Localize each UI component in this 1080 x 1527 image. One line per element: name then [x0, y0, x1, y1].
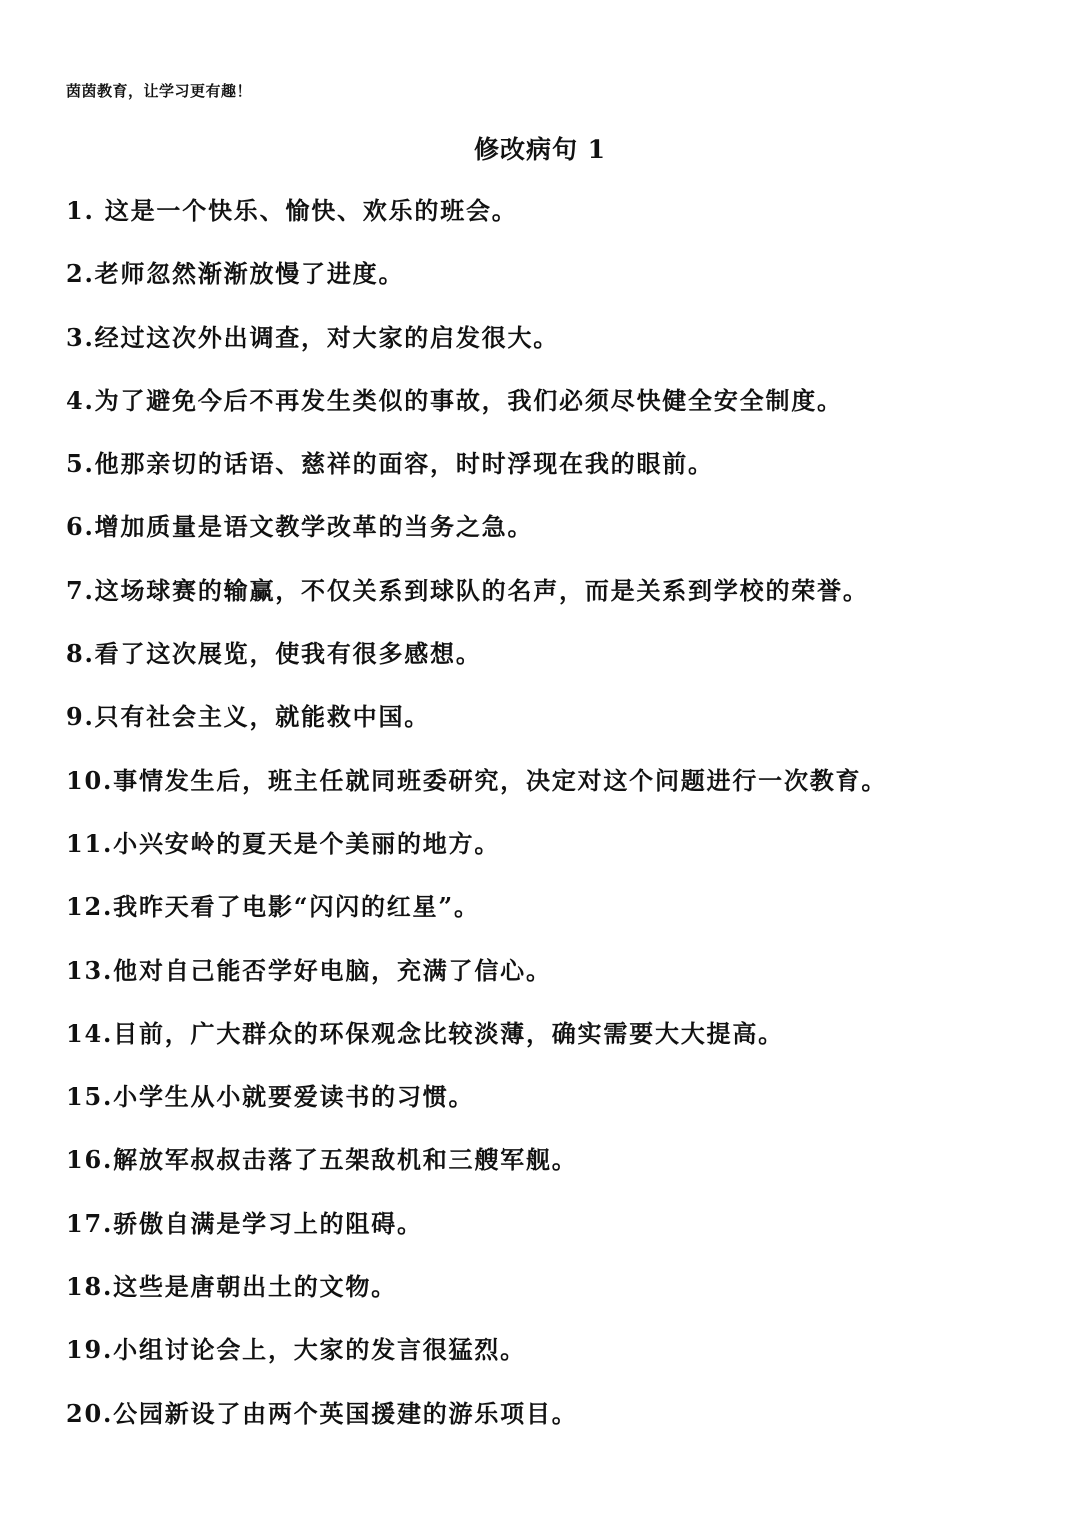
list-item: 12.我昨天看了电影“闪闪的红星”。	[66, 892, 480, 922]
list-item: 16.解放军叔叔击落了五架敌机和三艘军舰。	[66, 1145, 578, 1175]
list-item: 20.公园新设了由两个英国援建的游乐项目。	[66, 1398, 578, 1428]
list-item: 3.经过这次外出调查，对大家的启发很大。	[66, 322, 560, 352]
list-item: 4.为了避免今后不再发生类似的事故，我们必须尽快健全安全制度。	[66, 385, 843, 415]
list-item: 6.增加质量是语文教学改革的当务之急。	[66, 512, 534, 542]
list-item: 13.他对自己能否学好电脑，充满了信心。	[66, 955, 552, 985]
page-title: 修改病句 1	[473, 135, 607, 164]
list-item: 19.小组讨论会上，大家的发言很猛烈。	[66, 1335, 526, 1365]
list-item: 7.这场球赛的输赢，不仅关系到球队的名声，而是关系到学校的荣誉。	[66, 575, 869, 605]
list-item: 14.目前，广大群众的环保观念比较淡薄，确实需要大大提高。	[66, 1018, 784, 1048]
list-item: 8.看了这次展览，使我有很多感想。	[66, 639, 482, 669]
list-item: 18.这些是唐朝出土的文物。	[66, 1272, 397, 1302]
list-item: 2.老师忽然渐渐放慢了进度。	[66, 259, 405, 289]
list-item: 11.小兴安岭的夏天是个美丽的地方。	[66, 828, 501, 858]
sentence-list	[66, 187, 1056, 1453]
list-item: 15.小学生从小就要爱读书的习惯。	[66, 1082, 475, 1112]
list-item: 17.骄傲自满是学习上的阻碍。	[66, 1208, 423, 1238]
list-item: 1. 这是一个快乐、愉快、欢乐的班会。	[66, 196, 518, 225]
header-note: 茵茵教育，让学习更有趣！	[66, 82, 253, 100]
list-item: 10.事情发生后，班主任就同班委研究，决定对这个问题进行一次教育。	[66, 765, 888, 795]
list-item: 9.只有社会主义，就能救中国。	[66, 702, 431, 732]
list-item: 5.他那亲切的话语、慈祥的面容，时时浮现在我的眼前。	[66, 449, 714, 479]
